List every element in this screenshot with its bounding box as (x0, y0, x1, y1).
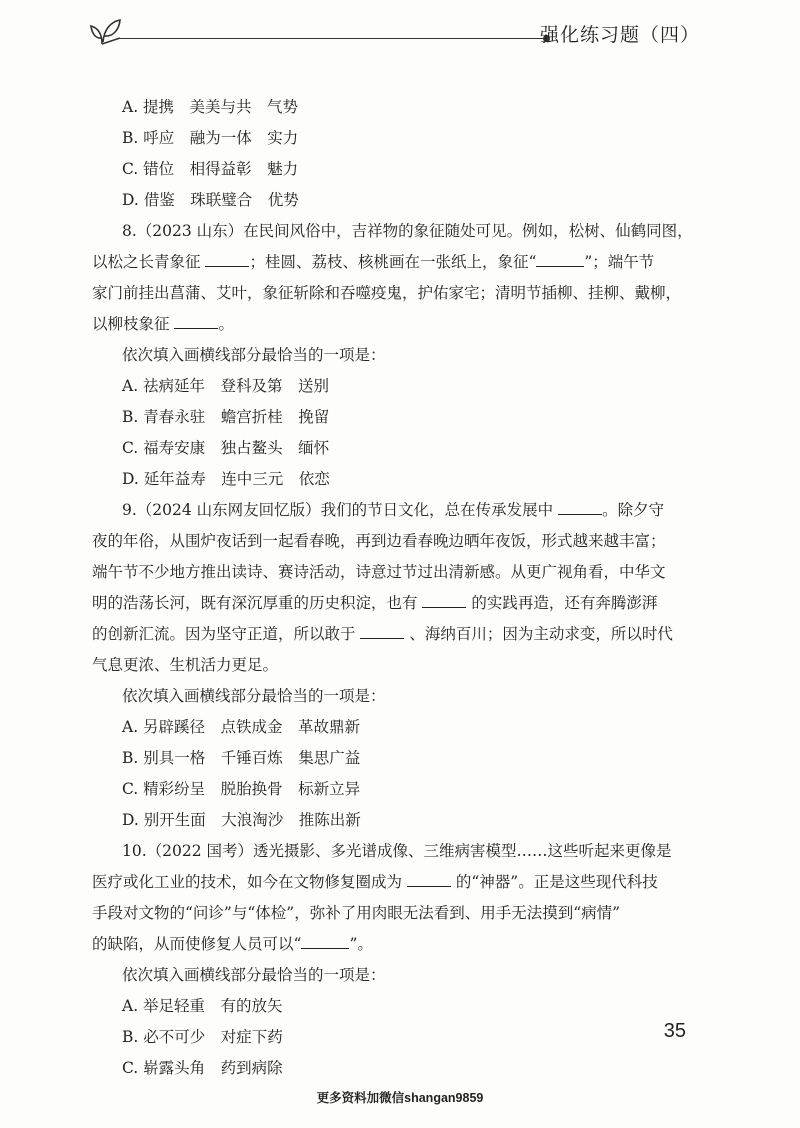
answer-blank (205, 248, 249, 267)
q8-stem-line-3: 家门前挂出菖蒲、艾叶，象征斩除和吞噬疫鬼，护佑家宅；清明节插柳、挂柳、戴柳， (92, 284, 682, 302)
text-segment: 的实践再造，还有奔腾澎湃 (466, 594, 658, 612)
q9-stem-line-3: 端午节不少地方推出读诗、赛诗活动，诗意过节过出清新感。从更广视角看，中华文 (92, 563, 666, 581)
chapter-title: 强化练习题（四） (539, 24, 700, 46)
q10-option-c: C. 崭露头角 药到病除 (122, 1059, 283, 1077)
q7-option-c: C. 错位 相得益彰 魅力 (122, 160, 299, 178)
q9-prompt: 依次填入画横线部分最恰当的一项是： (122, 687, 386, 705)
page-number: 35 (663, 1020, 686, 1042)
q9-option-a: A. 另辟蹊径 点铁成金 革故鼎新 (122, 718, 361, 736)
q10-option-b: B. 必不可少 对症下药 (122, 1028, 283, 1046)
text-segment: ；桂圆、荔枝、核桃画在一张纸上，象征“ (249, 253, 537, 271)
q8-stem-line-1: 8.（2023 山东）在民间风俗中，吉祥物的象征随处可见。例如，松树、仙鹤同图， (122, 222, 693, 240)
q10-stem-line-1: 10.（2022 国考）透光摄影、多光谱成像、三维病害模型……这些听起来更像是 (122, 842, 672, 860)
text-segment: 医疗或化工业的技术，如今在文物修复圈成为 (92, 873, 407, 891)
q8-option-d: D. 延年益寿 连中三元 依恋 (122, 470, 330, 488)
q10-stem-line-3: 手段对文物的“问诊”与“体检”，弥补了用肉眼无法看到、用手无法摸到“病情” (92, 904, 621, 922)
q7-option-d: D. 借鉴 珠联璧合 优势 (122, 191, 299, 209)
answer-blank (360, 620, 404, 639)
q8-option-b: B. 青春永驻 蟾宫折桂 挽留 (122, 408, 330, 426)
q7-option-b: B. 呼应 融为一体 实力 (122, 129, 299, 147)
text-segment: 9.（2024 山东网友回忆版）我们的节日文化，总在传承发展中 (122, 501, 559, 519)
header-rule (120, 38, 544, 39)
page-header (88, 12, 700, 52)
text-segment: 明的浩荡长河，既有深沉厚重的历史积淀，也有 (92, 594, 423, 612)
q8-option-c: C. 福寿安康 独占鳌头 缅怀 (122, 439, 330, 457)
q8-stem-line-2 (92, 247, 700, 278)
q7-option-a: A. 提携 美美与共 气势 (122, 98, 299, 116)
text-segment: 。除夕守 (602, 501, 665, 519)
answer-blank (174, 310, 218, 329)
answer-blank (536, 248, 584, 267)
q10-stem-line-4 (92, 929, 700, 960)
text-segment: ”；端午节 (584, 253, 655, 271)
q9-option-d: D. 别开生面 大浪淘沙 推陈出新 (122, 811, 361, 829)
answer-blank (407, 868, 451, 887)
answer-blank (558, 496, 602, 515)
q10-option-a: A. 举足轻重 有的放矢 (122, 997, 283, 1015)
text-segment: 的创新汇流。因为坚守正道，所以敢于 (92, 625, 361, 643)
answer-blank (422, 589, 466, 608)
text-segment: 的“神器”。正是这些现代科技 (450, 873, 658, 891)
q9-option-c: C. 精彩纷呈 脱胎换骨 标新立异 (122, 780, 361, 798)
q9-stem-line-6: 气息更浓、生机活力更足。 (92, 656, 279, 674)
text-segment: 的缺陷，从而使修复人员可以“ (92, 935, 302, 953)
sprout-leaf-icon (88, 12, 124, 48)
q9-stem-line-1 (92, 495, 700, 526)
q10-prompt: 依次填入画横线部分最恰当的一项是： (122, 966, 386, 984)
text-segment: 。 (218, 315, 234, 333)
text-segment: 以松之长青象征 (92, 253, 206, 271)
footer-note: 更多资料加微信shangan9859 (316, 1091, 484, 1105)
q10-stem-line-2 (92, 867, 700, 898)
q9-stem-line-2: 夜的年俗，从围炉夜话到一起看春晚，再到边看春晚边晒年夜饭，形式越来越丰富； (92, 532, 666, 550)
q9-option-b: B. 别具一格 千锤百炼 集思广益 (122, 749, 361, 767)
text-segment: ”。 (349, 935, 373, 953)
question-content (92, 92, 700, 1084)
q8-option-a: A. 祛病延年 登科及第 送别 (122, 377, 330, 395)
q9-stem-line-5 (92, 619, 700, 650)
answer-blank (301, 930, 349, 949)
q8-prompt: 依次填入画横线部分最恰当的一项是： (122, 346, 386, 364)
text-segment: 、海纳百川；因为主动求变，所以时代 (404, 625, 673, 643)
q8-stem-line-4 (92, 309, 700, 340)
q9-stem-line-4 (92, 588, 700, 619)
text-segment: 以柳枝象征 (92, 315, 175, 333)
